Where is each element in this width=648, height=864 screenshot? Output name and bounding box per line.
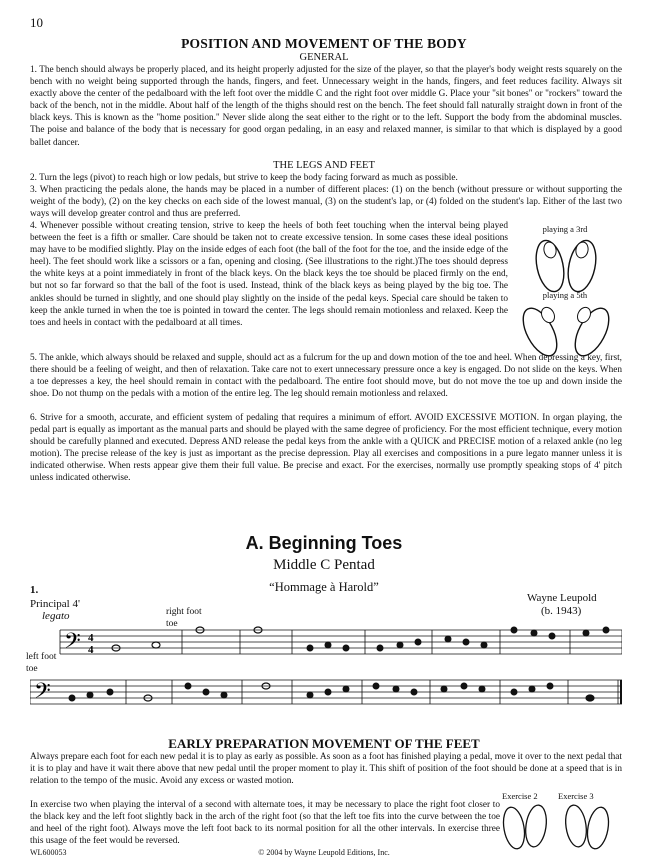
tempo-marking: legato [42, 610, 70, 622]
paragraph-5: 5. The ankle, which always should be relaxed and supple, should act as a fulcrum for the up and down motion of the toe and heel. When depressing a key, first, there should be a feeling of weight, and then of relaxation. Take care not to exert unnecessary pressure once a key is engaged. Do not slide on the keys. When a toe depresses a key, the heel should remain in contact with the pedalboard. The entire foot should move, but do not move the toe up and down inside the shoe. Do not thump on the pedals with a motion of the entire leg. The leg should remain motionless and relaxed. [30, 353, 622, 400]
page-title: POSITION AND MOVEMENT OF THE BODY [181, 36, 467, 51]
feet-3rd-illustration [520, 236, 620, 296]
subtitle-legs-feet: THE LEGS AND FEET [273, 160, 375, 171]
section-subtitle: Middle C Pentad [273, 557, 375, 573]
subtitle-general: GENERAL [299, 52, 349, 63]
exercise-feet-illustration [500, 802, 622, 852]
prep-paragraph-2: In exercise two when playing the interval of a second with alternate toes, it may be necessary to place the right foot closer to the black key and the left foot slightly back in the arch of the right foot (so that the left toe fits into the curve between the toe and heel of the right foot). Always move the left foot back to its normal position for all the other intervals. In exercise three this usage of the feet would be reversed. [30, 800, 500, 847]
piece-title: “Hommage à Harold” [269, 580, 379, 594]
caption-playing-5th: playing a 5th [542, 290, 588, 300]
exercise-number: 1. [30, 584, 39, 596]
page-number: 10 [30, 15, 43, 30]
section-title: A. Beginning Toes [245, 533, 403, 553]
left-foot-label: left foot [26, 652, 57, 662]
composer-dates: (b. 1943) [541, 605, 582, 617]
paragraph-6: 6. Strive for a smooth, accurate, and efficient system of pedaling that requires a minimum of effort. AVOID EXCESSIVE MOTION. In organ playing, the pedal part is equally as important as the manual parts and should be played with the same degree of proficiency. For the most efficient technique, every motion should be carefully planned and executed. Depress AND release the pedal keys from the ankle with a QUICK and PRECISE motion of a relaxed ankle (no leg motion). The precise release of the key is just as important as the precise depression. Play all exercises and compositions in a pure legato manner unless it is indicated otherwise. When rests appear give them their full value. Be precise and exact. For the exercises, normally use promptly speaking stops of 4' pitch unless indicated otherwise. [30, 413, 622, 484]
prep-paragraph-1: Always prepare each foot for each new pedal it is to play as early as possible. As soon as a foot has finished playing a pedal, move it over to the next pedal that it is to play and have it wait there above that new pedal until the proper moment to play it. This shift of position of the foot should be done at a speed that is in relation to the tempo of the music. Avoid any excess or wasted motion. [30, 752, 622, 787]
paragraph-1: 1. The bench should always be properly placed, and its height properly adjusted for the size of the player, so that the player's body weight rests squarely on the bench with no weight being supported through the hands, fingers, and feet. Unnecessary weight in the hands, fingers, and feet reduces facility. Always sit exactly above the center of the pedalboard with the left foot over the middle C and the right foot over middle G. Place your "sit bones" or "rockers" toward the back of the bench, not in the middle. About half of the length of the thighs should rest on the bench. The feet should fall naturally straight down in front of the black keys. This is known as the "home position." Never slide along the seat either to the right or to the left. Support the body from the abdominal muscles. The poise and balance of the body that is necessary for good organ pedaling, in an easy and relaxed manner, is similar to that which is displayed by a good ballet dancer. [30, 65, 622, 148]
svg-text:4: 4 [88, 644, 94, 656]
prep-title: EARLY PREPARATION MOVEMENT OF THE FEET [168, 736, 480, 751]
exercise-3-label: Exercise 3 [558, 791, 594, 801]
copyright: © 2004 by Wayne Leupold Editions, Inc. [258, 848, 390, 857]
paragraph-3: 3. When practicing the pedals alone, the hands may be placed in a number of different places: (1) on the bench (without pressure or without supporting the weight of the body), (2) on the key checks on each side of the lowest manual, (3) on the student's lap, or (4) folded on the student's lap. Either of the last two ways will develop greater control and thus are preferred. [30, 185, 622, 220]
music-staff-1 [30, 616, 622, 676]
composer: Wayne Leupold [527, 592, 597, 604]
feet-5th-illustration [514, 300, 622, 360]
left-toe-label: toe [26, 664, 38, 674]
svg-text:4: 4 [88, 632, 94, 644]
right-toe-label: toe [166, 619, 178, 629]
caption-playing-3rd: playing a 3rd [542, 224, 588, 234]
catalog-code: WL600053 [30, 848, 67, 857]
music-staff-2 [30, 676, 622, 726]
registration: Principal 4' [30, 598, 80, 610]
svg-text:𝄢: 𝄢 [64, 629, 81, 659]
right-foot-label: right foot [166, 607, 202, 617]
paragraph-4: 4. Whenever possible without creating tension, strive to keep the heels of both feet touching when the interval being played between the feet is a fifth or smaller. Care should be taken not to create excessive tension. In some cases these ideal positions may have to be modified slightly. Play on the inside edges of each foot (the ball of the foot for the toe, and the inside edge of the heel). The feet should work like a scissors or a fan, opening and closing. (See illustrations to the right.)The toes should depress the white keys at a point immediately in front of the black keys. On the black keys the toe should be placed firmly on the end, but not so far forward so that the ball of the foot is used. Instead, think of the black keys as being played by the big toe. The ankles should be turned in slightly, and one should play slightly on the inside of the pedal keys. Special care should be taken to keep the ankle turned in when the toe is pointed in toward the center. The legs should remain motionless and relaxed. Keep the toes and heels in contact with the pedalboard at all times. [30, 221, 508, 328]
svg-text:𝄢: 𝄢 [34, 679, 51, 709]
exercise-2-label: Exercise 2 [502, 791, 538, 801]
paragraph-2: 2. Turn the legs (pivot) to reach high or low pedals, but strive to keep the body facing forward as much as possible. [30, 173, 458, 183]
